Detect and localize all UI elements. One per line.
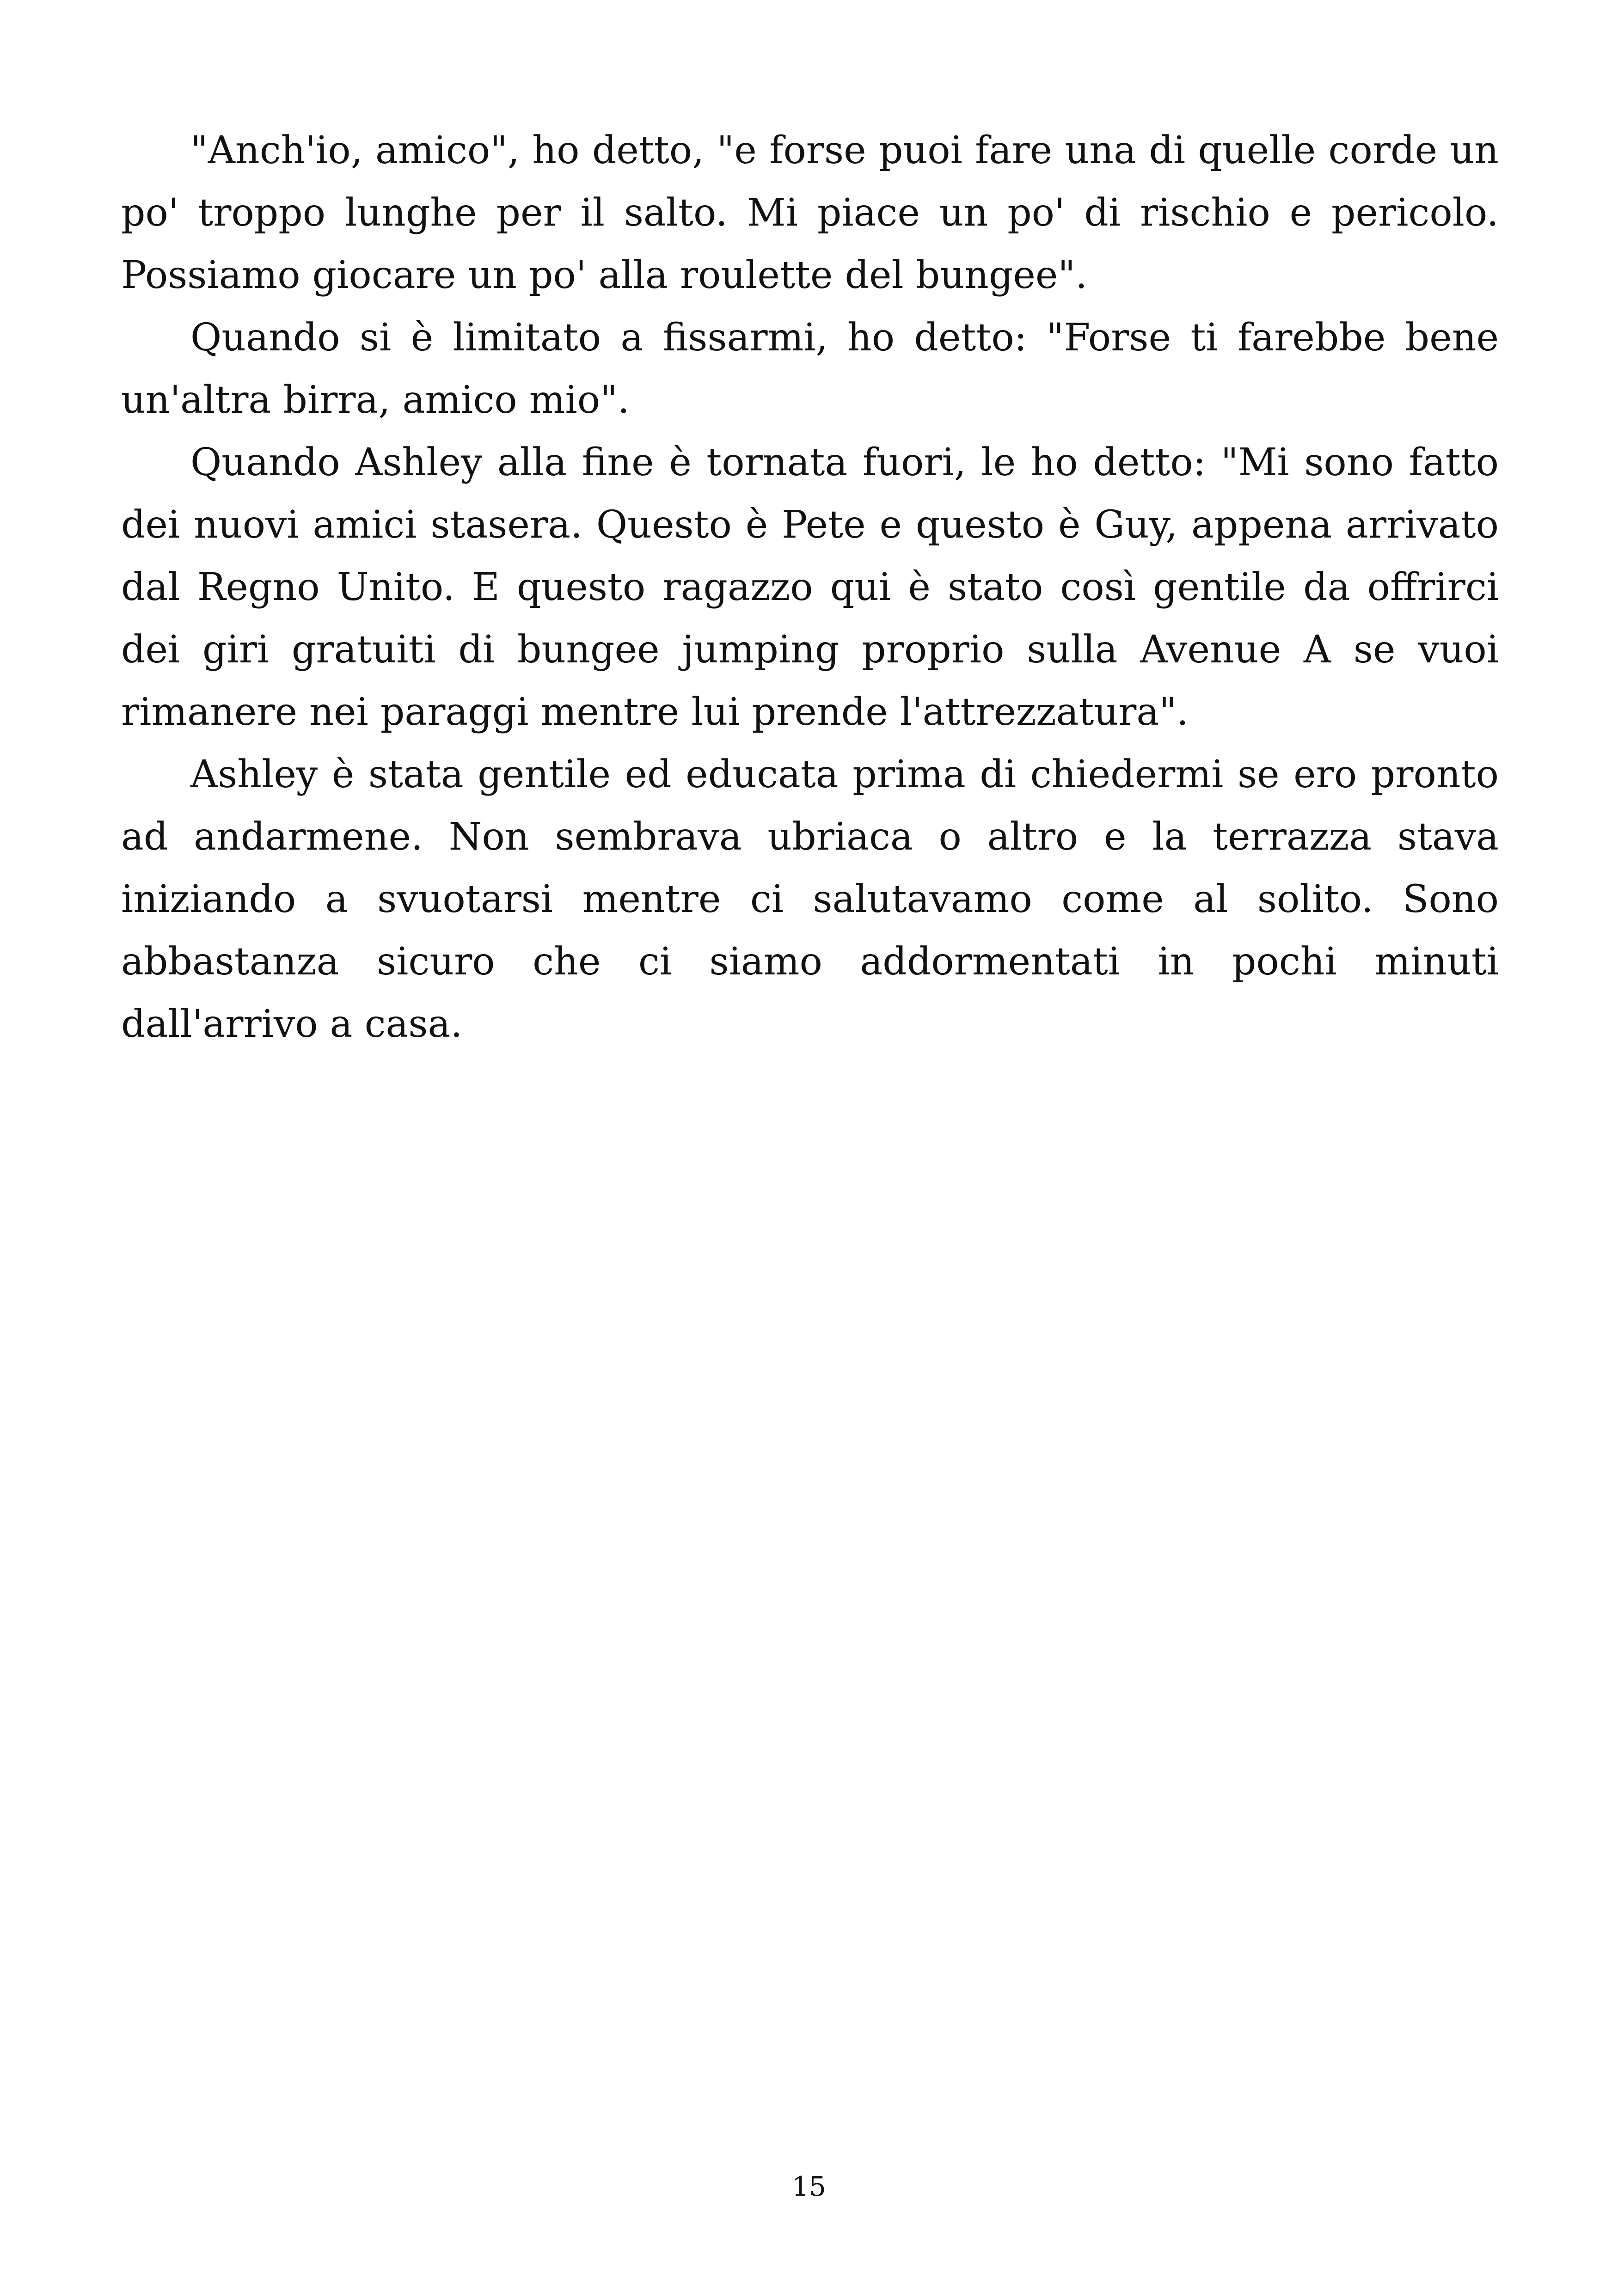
paragraph: "Anch'io, amico", ho detto, "e forse puoi fare una di quelle corde un po' troppo lunghe per il salto. Mi piace un po' di rischio e pericolo. Possiamo giocare un po' alla roulette del bungee".	[121, 129, 1499, 297]
paragraph: Quando si è limitato a fissarmi, ho detto: "Forse ti farebbe bene un'altra birra, amico mio".	[121, 316, 1499, 422]
page-number: 15	[792, 2171, 826, 2202]
paragraph: Quando Ashley alla fine è tornata fuori, le ho detto: "Mi sono fatto dei nuovi amici stasera. Questo è Pete e questo è Guy, appena arrivato dal Regno Unito. E questo ragazzo qui è stato così gentile da offrirci dei giri gratuiti di bungee jumping proprio sulla Avenue A se vuoi rimanere nei paraggi mentre lui prende l'attrezzatura".	[121, 441, 1499, 734]
paragraph: Ashley è stata gentile ed educata prima di chiedermi se ero pronto ad andarmene. Non sembrava ubriaca o altro e la terrazza stava iniziando a svuotarsi mentre ci salutavamo come al solito. Sono abbastanza sicuro che ci siamo addormentati in pochi minuti dall'arrivo a casa.	[121, 753, 1499, 1046]
body-text	[121, 119, 1499, 1055]
